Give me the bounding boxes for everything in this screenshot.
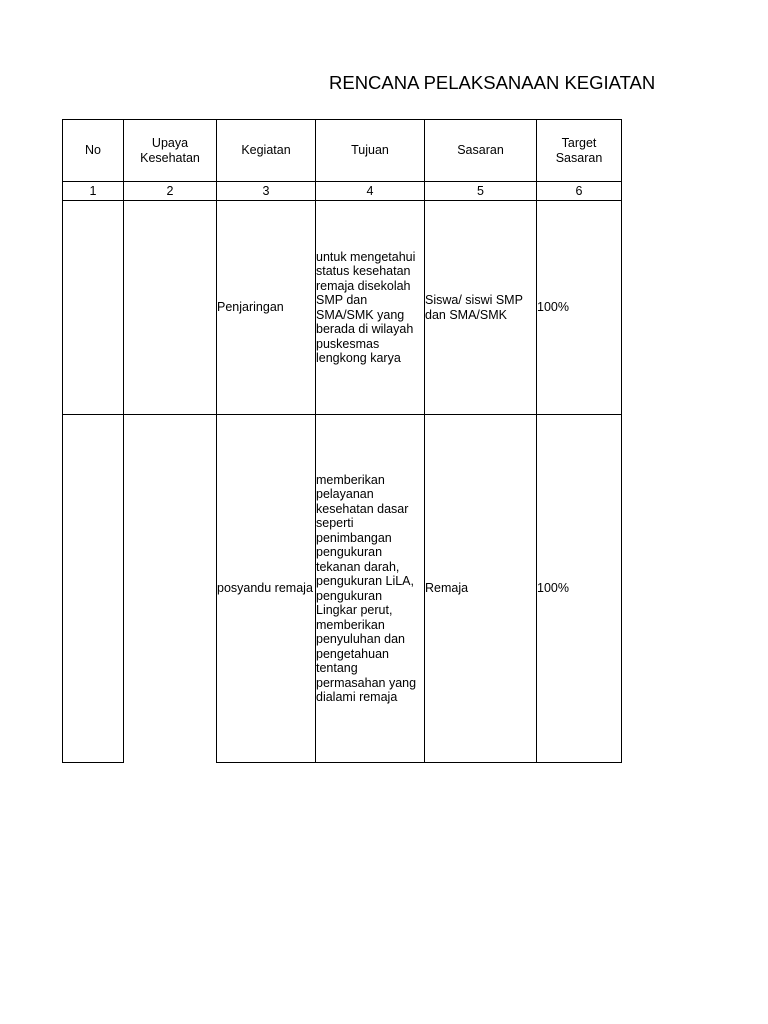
cell-kegiatan: Penjaringan: [217, 201, 316, 415]
cell-upaya-kesehatan: [124, 415, 217, 763]
table-row: [63, 415, 622, 763]
column-number: 4: [316, 182, 425, 201]
cell-target: 100%: [537, 201, 622, 415]
cell-sasaran: Siswa/ siswi SMP dan SMA/SMK: [425, 201, 537, 415]
cell-tujuan: memberikan pelayanan kesehatan dasar seperti penimbangan pengukuran tekanan darah, pengukuran LiLA, pengukuran Lingkar perut, memberikan penyuluhan dan pengetahuan tentang permasahan yang dialami remaja: [316, 415, 425, 763]
column-number: 5: [425, 182, 537, 201]
column-number-row: [63, 182, 622, 201]
table-row: [63, 201, 622, 415]
header-target-sasaran: Target Sasaran: [537, 120, 622, 182]
column-number: 2: [124, 182, 217, 201]
cell-target: 100%: [537, 415, 622, 763]
cell-no: [63, 201, 124, 415]
cell-no: [63, 415, 124, 763]
page-title: RENCANA PELAKSANAAN KEGIATAN: [329, 72, 656, 93]
activity-plan-table: [62, 119, 622, 763]
header-kegiatan: Kegiatan: [217, 120, 316, 182]
header-upaya-kesehatan: Upaya Kesehatan: [124, 120, 217, 182]
header-sasaran: Sasaran: [425, 120, 537, 182]
header-tujuan: Tujuan: [316, 120, 425, 182]
column-number: 1: [63, 182, 124, 201]
cell-tujuan: untuk mengetahui status kesehatan remaja disekolah SMP dan SMA/SMK yang berada di wilayah puskesmas lengkong karya: [316, 201, 425, 415]
header-no: No: [63, 120, 124, 182]
cell-upaya-kesehatan: [124, 201, 217, 415]
cell-sasaran: Remaja: [425, 415, 537, 763]
column-number: 6: [537, 182, 622, 201]
table-header-row: [63, 120, 622, 182]
column-number: 3: [217, 182, 316, 201]
cell-kegiatan: posyandu remaja: [217, 415, 316, 763]
